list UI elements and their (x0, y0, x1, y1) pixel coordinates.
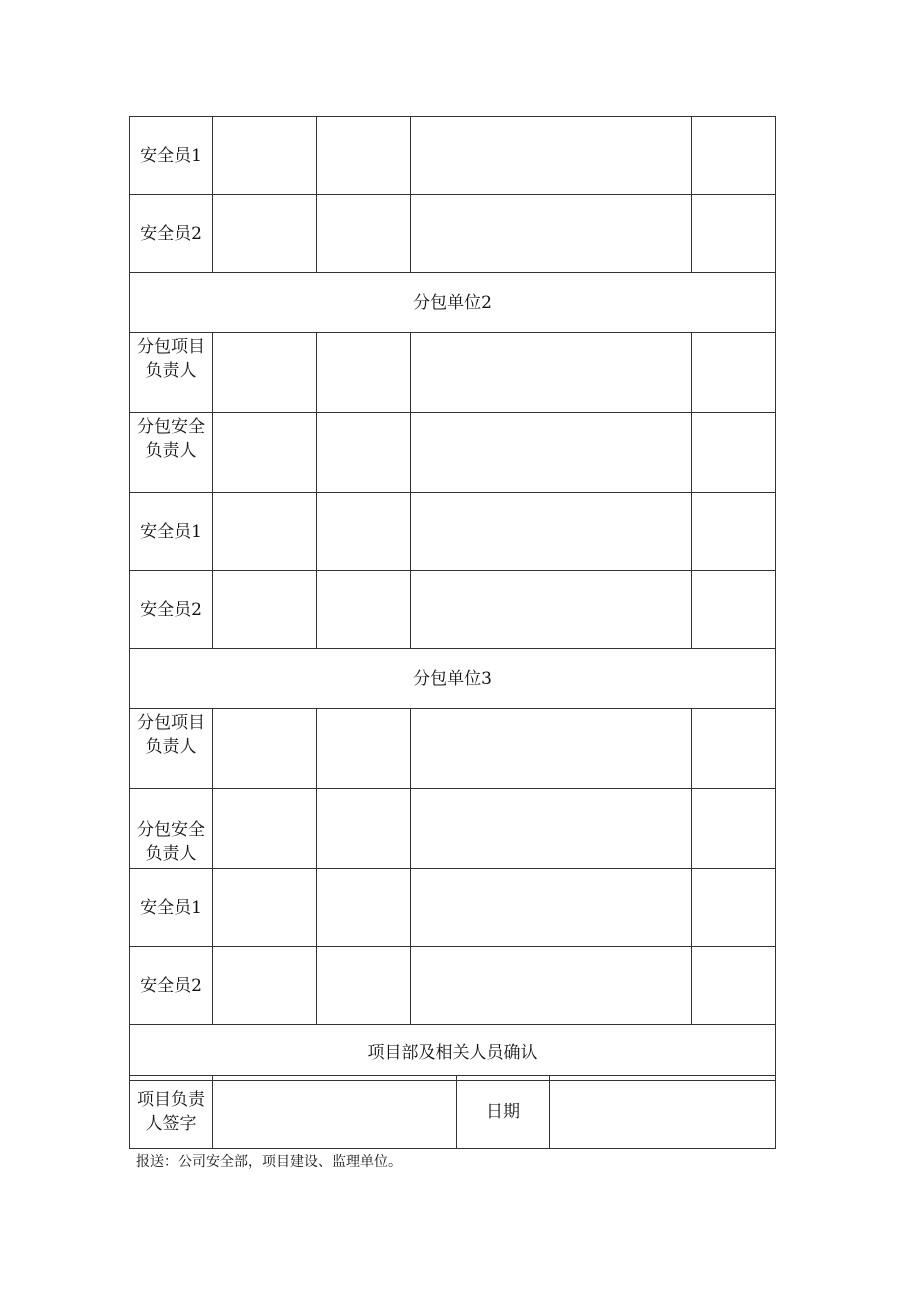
position-cell[interactable] (317, 709, 411, 789)
details-cell[interactable] (411, 413, 692, 493)
section-title: 分包单位3 (130, 649, 776, 709)
table-row (130, 571, 776, 649)
section-title: 分包单位2 (130, 273, 776, 333)
name-cell[interactable] (213, 869, 317, 947)
position-cell[interactable] (317, 413, 411, 493)
details-cell[interactable] (411, 709, 692, 789)
table-row (130, 947, 776, 1025)
name-cell[interactable] (213, 947, 317, 1025)
date-label: 日期 (457, 1076, 550, 1149)
row-label: 安全员1 (130, 493, 213, 571)
table-row (130, 869, 776, 947)
row-label: 安全员1 (130, 869, 213, 947)
confirm-title: 项目部及相关人员确认 (130, 1025, 776, 1081)
row-label: 分包项目负责人 (130, 709, 213, 789)
table-row (130, 493, 776, 571)
position-cell[interactable] (317, 869, 411, 947)
table-row (130, 789, 776, 869)
row-label: 安全员2 (130, 947, 213, 1025)
signature-cell[interactable] (692, 947, 776, 1025)
position-cell[interactable] (317, 493, 411, 571)
signature-cell[interactable] (692, 333, 776, 413)
position-cell[interactable] (317, 571, 411, 649)
table-row (130, 195, 776, 273)
row-label: 安全员1 (130, 117, 213, 195)
footer-note: 报送：公司安全部，项目建设、监理单位。 (136, 1154, 402, 1170)
signature-row (130, 1076, 776, 1149)
signature-field[interactable] (213, 1076, 457, 1149)
row-label: 分包安全负责人 (130, 789, 213, 869)
position-cell[interactable] (317, 789, 411, 869)
position-cell[interactable] (317, 333, 411, 413)
table-row (130, 709, 776, 789)
table-row (130, 117, 776, 195)
position-cell[interactable] (317, 195, 411, 273)
position-cell[interactable] (317, 117, 411, 195)
section-header-row (130, 273, 776, 333)
signature-cell[interactable] (692, 869, 776, 947)
details-cell[interactable] (411, 493, 692, 571)
details-cell[interactable] (411, 195, 692, 273)
details-cell[interactable] (411, 571, 692, 649)
name-cell[interactable] (213, 571, 317, 649)
section-header-row (130, 649, 776, 709)
signature-cell[interactable] (692, 571, 776, 649)
signature-label: 项目负责人签字 (130, 1076, 213, 1149)
name-cell[interactable] (213, 195, 317, 273)
name-cell[interactable] (213, 117, 317, 195)
confirm-header-row (130, 1025, 776, 1081)
signature-cell[interactable] (692, 709, 776, 789)
signature-cell[interactable] (692, 117, 776, 195)
name-cell[interactable] (213, 333, 317, 413)
row-label: 分包项目负责人 (130, 333, 213, 413)
signature-cell[interactable] (692, 195, 776, 273)
row-label: 安全员2 (130, 571, 213, 649)
details-cell[interactable] (411, 789, 692, 869)
signature-cell[interactable] (692, 413, 776, 493)
details-cell[interactable] (411, 117, 692, 195)
signature-cell[interactable] (692, 789, 776, 869)
position-cell[interactable] (317, 947, 411, 1025)
date-field[interactable] (550, 1076, 776, 1149)
name-cell[interactable] (213, 493, 317, 571)
name-cell[interactable] (213, 709, 317, 789)
row-label: 安全员2 (130, 195, 213, 273)
signature-table (129, 1075, 776, 1149)
details-cell[interactable] (411, 947, 692, 1025)
name-cell[interactable] (213, 413, 317, 493)
details-cell[interactable] (411, 869, 692, 947)
name-cell[interactable] (213, 789, 317, 869)
details-cell[interactable] (411, 333, 692, 413)
safety-personnel-table (129, 116, 776, 1081)
table-row (130, 333, 776, 413)
row-label: 分包安全负责人 (130, 413, 213, 493)
signature-cell[interactable] (692, 493, 776, 571)
table-row (130, 413, 776, 493)
